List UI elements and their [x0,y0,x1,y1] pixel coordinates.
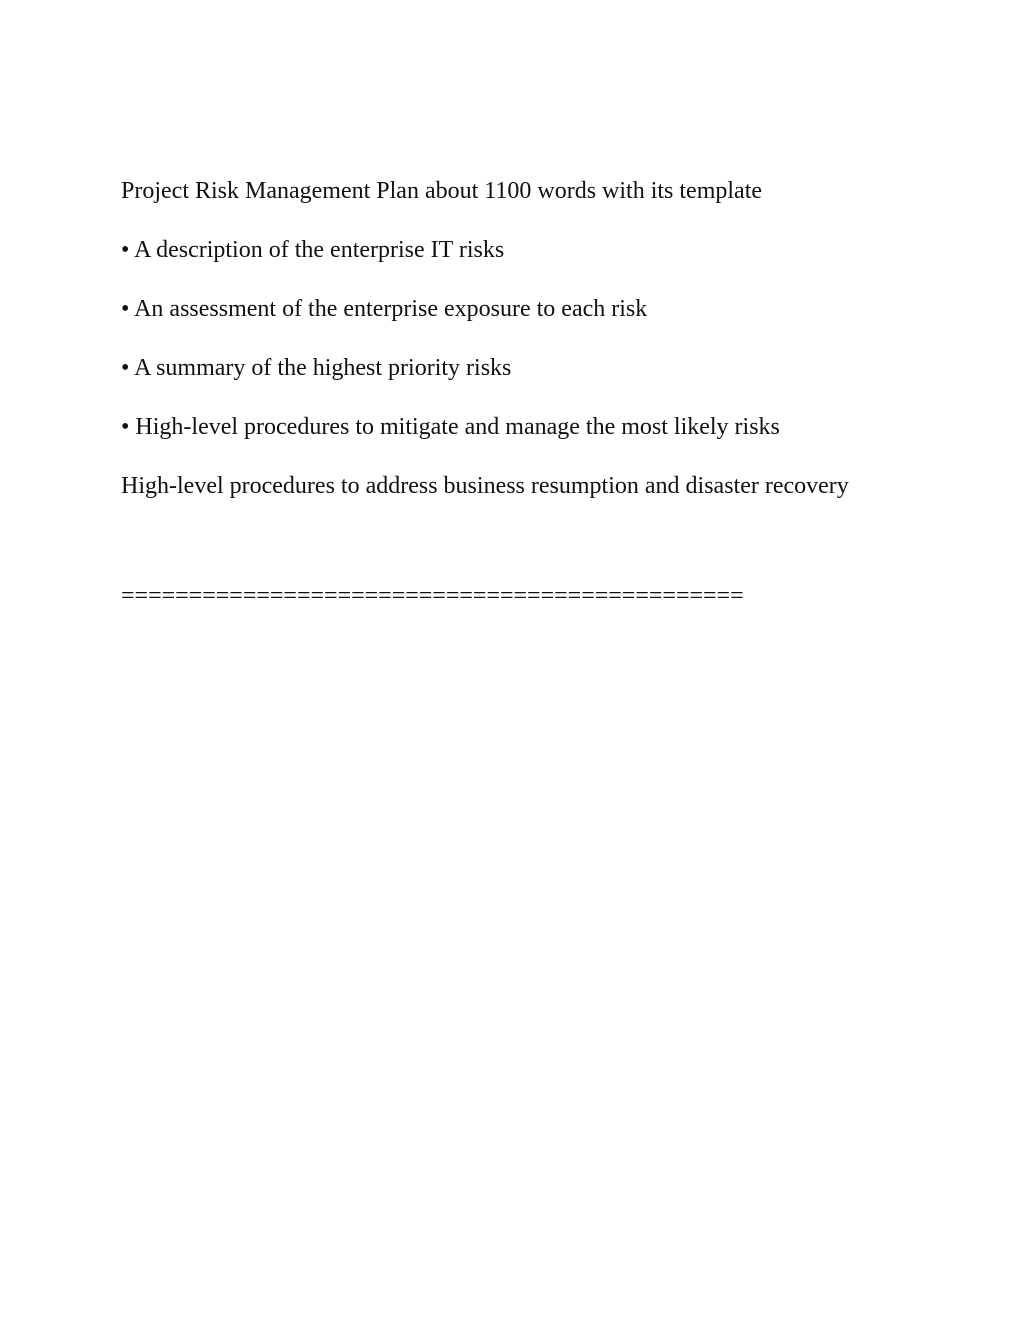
bullet-item-2: • An assessment of the enterprise exposure to each risk [121,296,648,322]
bullet-item-3: • A summary of the highest priority risks [121,355,512,381]
bullet-item-4: • High-level procedures to mitigate and manage the most likely risks [121,414,780,440]
bullet-item-1: • A description of the enterprise IT risks [121,237,505,263]
closing-paragraph: High-level procedures to address business resumption and disaster recovery [121,473,849,499]
document-body [121,176,881,612]
document-title: Project Risk Management Plan about 1100 words with its template [121,178,763,204]
separator-line: ============================================== [121,583,744,609]
